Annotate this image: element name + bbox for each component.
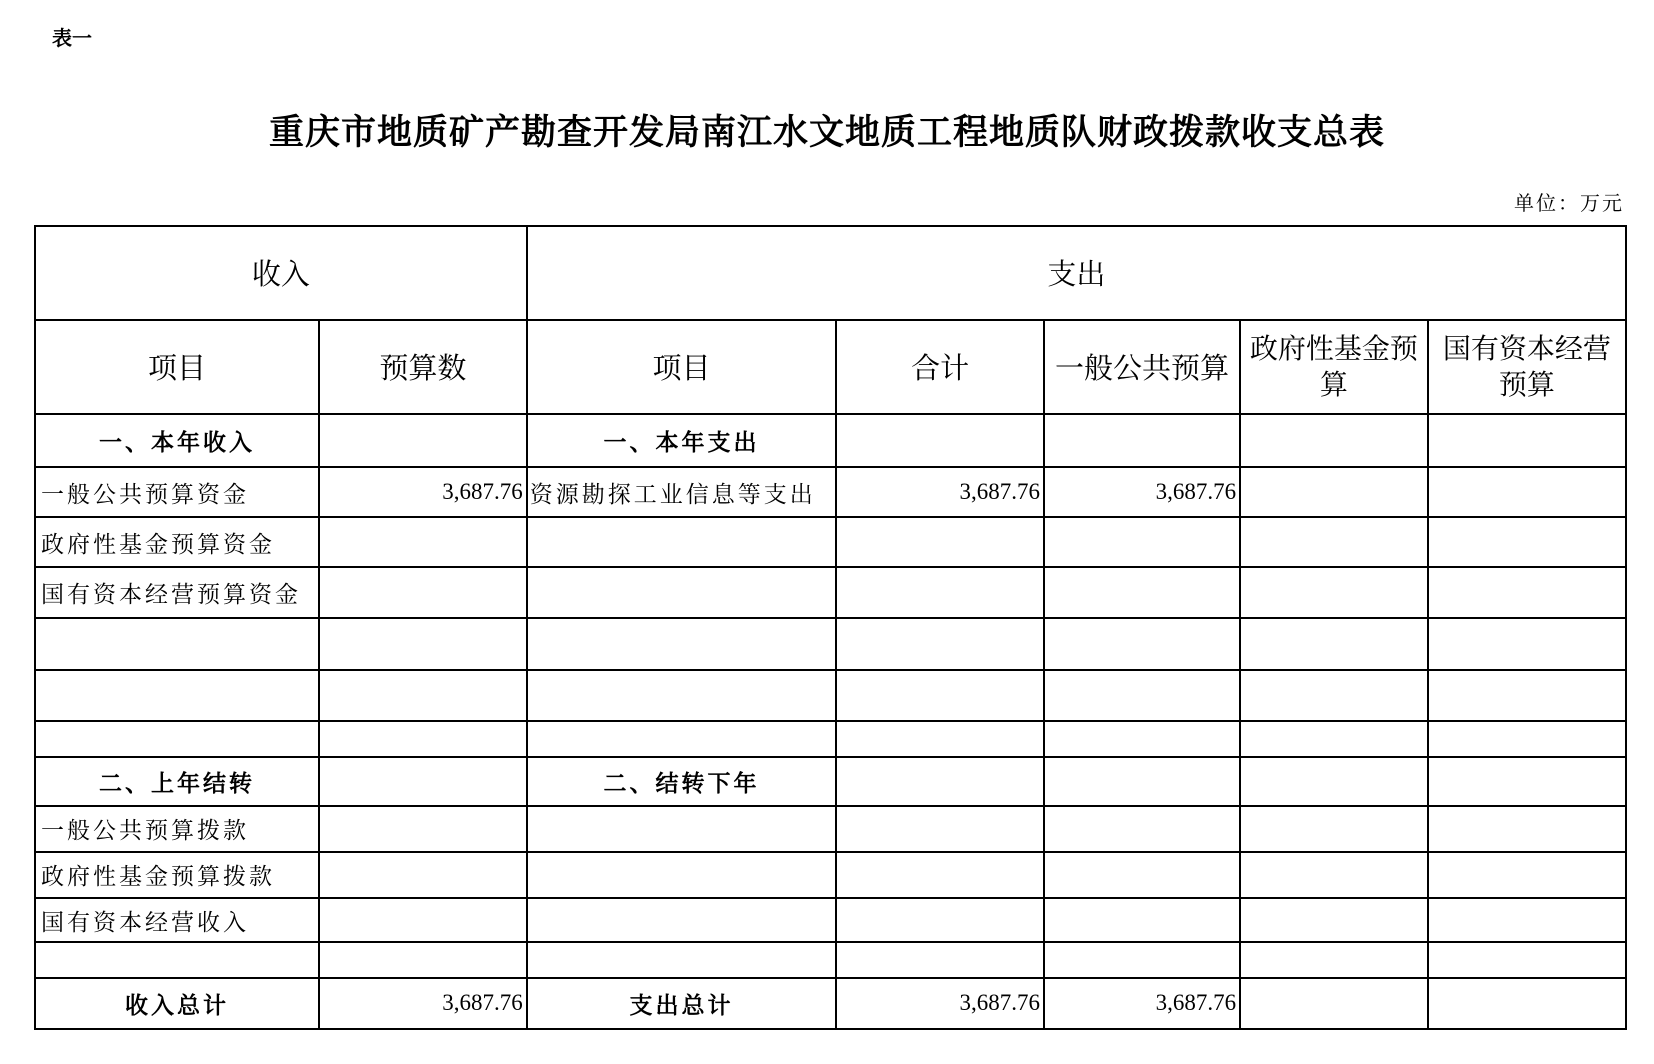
row-state-capital xyxy=(1428,898,1626,943)
row-income-budget xyxy=(319,414,527,467)
income-budget-header: 预算数 xyxy=(319,320,527,414)
table-row xyxy=(35,517,1626,567)
unit-label: 单位：万元 xyxy=(1514,191,1624,215)
row-general xyxy=(1044,806,1240,852)
row-income-budget xyxy=(319,517,527,567)
row-gov-fund xyxy=(1240,978,1428,1029)
row-state-capital xyxy=(1428,757,1626,806)
row-state-capital xyxy=(1428,467,1626,517)
row-income-budget xyxy=(319,567,527,618)
row-income-budget: 3,687.76 xyxy=(319,467,527,517)
table-number: 表一 xyxy=(52,26,92,50)
row-general xyxy=(1044,567,1240,618)
expense-total-general: 3,687.76 xyxy=(1044,978,1240,1029)
table-row xyxy=(35,567,1626,618)
table-row xyxy=(35,670,1626,721)
row-expense-item xyxy=(527,567,836,618)
table-row xyxy=(35,942,1626,977)
row-expense-item: 二、结转下年 xyxy=(527,757,836,806)
row-total xyxy=(836,806,1044,852)
row-general xyxy=(1044,414,1240,467)
row-state-capital xyxy=(1428,567,1626,618)
row-income-item: 政府性基金预算资金 xyxy=(35,517,319,567)
row-income-item: 二、上年结转 xyxy=(35,757,319,806)
header-row-2 xyxy=(35,320,1626,414)
row-gov-fund xyxy=(1240,467,1428,517)
row-total xyxy=(836,517,1044,567)
expense-item-header: 项目 xyxy=(527,320,836,414)
row-general: 3,687.76 xyxy=(1044,467,1240,517)
table-row xyxy=(35,467,1626,517)
table-row xyxy=(35,757,1626,806)
row-income-item: 一、本年收入 xyxy=(35,414,319,467)
row-income-budget xyxy=(319,806,527,852)
row-general xyxy=(1044,898,1240,943)
row-gov-fund xyxy=(1240,852,1428,898)
table-row xyxy=(35,618,1626,669)
table-row xyxy=(35,898,1626,943)
row-income-item: 一般公共预算拨款 xyxy=(35,806,319,852)
expense-header: 支出 xyxy=(527,226,1626,320)
row-expense-item xyxy=(527,898,836,943)
header-row-1 xyxy=(35,226,1626,320)
row-total xyxy=(836,898,1044,943)
row-income-item: 一般公共预算资金 xyxy=(35,467,319,517)
row-gov-fund xyxy=(1240,898,1428,943)
row-income-item: 国有资本经营预算资金 xyxy=(35,567,319,618)
row-total xyxy=(836,852,1044,898)
row-gov-fund xyxy=(1240,517,1428,567)
gov-fund-budget-header: 政府性基金预算 xyxy=(1240,320,1428,414)
income-header: 收入 xyxy=(35,226,527,320)
state-capital-budget-header: 国有资本经营预算 xyxy=(1428,320,1626,414)
row-expense-item xyxy=(527,852,836,898)
row-state-capital xyxy=(1428,806,1626,852)
row-state-capital xyxy=(1428,517,1626,567)
row-gov-fund xyxy=(1240,806,1428,852)
row-gov-fund xyxy=(1240,414,1428,467)
table-row xyxy=(35,414,1626,467)
expense-total-label: 支出总计 xyxy=(527,978,836,1029)
budget-table xyxy=(34,225,1627,1030)
income-item-header: 项目 xyxy=(35,320,319,414)
row-expense-item: 资源勘探工业信息等支出 xyxy=(527,467,836,517)
table-row xyxy=(35,721,1626,757)
row-total xyxy=(836,414,1044,467)
row-income-budget xyxy=(319,852,527,898)
row-income-item: 国有资本经营收入 xyxy=(35,898,319,943)
row-income-budget xyxy=(319,757,527,806)
row-total xyxy=(836,757,1044,806)
income-total-label: 收入总计 xyxy=(35,978,319,1029)
row-expense-item xyxy=(527,806,836,852)
expense-total-value: 3,687.76 xyxy=(836,978,1044,1029)
row-state-capital xyxy=(1428,978,1626,1029)
row-gov-fund xyxy=(1240,567,1428,618)
row-total: 3,687.76 xyxy=(836,467,1044,517)
row-expense-item: 一、本年支出 xyxy=(527,414,836,467)
row-expense-item xyxy=(527,517,836,567)
general-budget-header: 一般公共预算 xyxy=(1044,320,1240,414)
row-income-item: 政府性基金预算拨款 xyxy=(35,852,319,898)
row-gov-fund xyxy=(1240,757,1428,806)
row-general xyxy=(1044,852,1240,898)
row-general xyxy=(1044,757,1240,806)
row-income-budget xyxy=(319,898,527,943)
total-header: 合计 xyxy=(836,320,1044,414)
row-total xyxy=(836,567,1044,618)
row-general xyxy=(1044,517,1240,567)
table-row xyxy=(35,806,1626,852)
income-total-value: 3,687.76 xyxy=(319,978,527,1029)
table-row xyxy=(35,852,1626,898)
row-state-capital xyxy=(1428,852,1626,898)
total-row xyxy=(35,978,1626,1029)
row-state-capital xyxy=(1428,414,1626,467)
document-title: 重庆市地质矿产勘查开发局南江水文地质工程地质队财政拨款收支总表 xyxy=(268,112,1385,153)
